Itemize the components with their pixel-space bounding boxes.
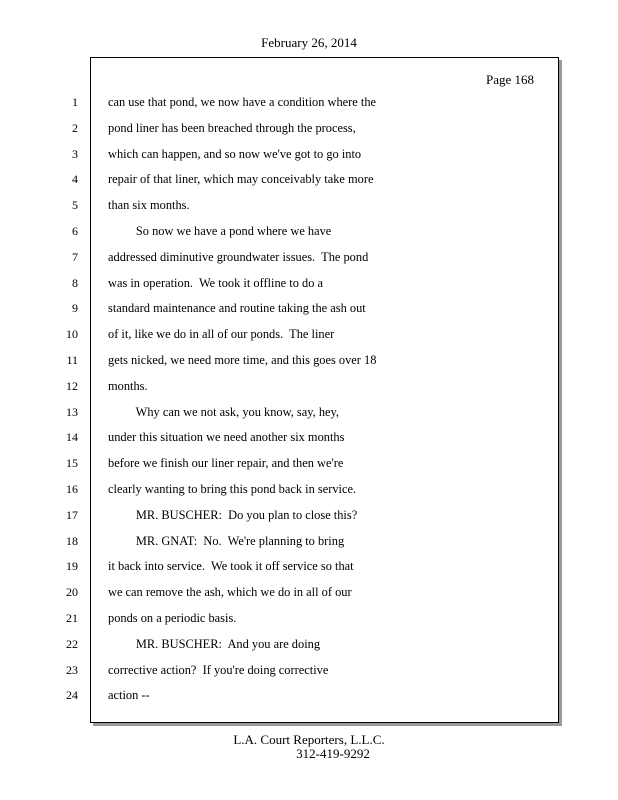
line-number: 21 (66, 610, 78, 625)
line-number: 6 (72, 223, 78, 238)
line-number: 22 (66, 636, 78, 651)
transcript-text (108, 94, 548, 713)
footer (0, 733, 618, 761)
transcript-line: under this situation we need another six months (108, 430, 345, 445)
transcript-line: gets nicked, we need more time, and this goes over 18 (108, 352, 377, 367)
page-number: Page 168 (486, 72, 535, 87)
line-number: 5 (72, 198, 78, 213)
line-number: 10 (66, 327, 78, 342)
line-number: 20 (66, 585, 78, 600)
transcript-line: it back into service. We took it off service so that (108, 559, 354, 574)
transcript-line: than six months. (108, 198, 190, 213)
transcript-line: ponds on a periodic basis. (108, 610, 237, 625)
transcript-line: pond liner has been breached through the process, (108, 120, 356, 135)
line-number: 23 (66, 662, 78, 677)
transcript-line: action -- (108, 688, 150, 703)
line-number: 8 (72, 275, 78, 290)
line-number: 11 (66, 352, 78, 367)
line-number: 3 (72, 146, 78, 161)
transcript-line: So now we have a pond where we have (108, 223, 332, 238)
line-number: 13 (66, 404, 78, 419)
reporter-phone: 312-419-9292 (296, 746, 370, 761)
transcript-line: addressed diminutive groundwater issues. The pond (108, 249, 369, 264)
line-number: 17 (66, 507, 78, 522)
line-number: 24 (66, 688, 78, 703)
line-number: 19 (66, 559, 78, 574)
transcript-line: was in operation. We took it offline to do a (108, 275, 323, 290)
line-number: 12 (66, 378, 78, 393)
transcript-line: corrective action? If you're doing corrective (108, 662, 329, 677)
transcript-line: Why can we not ask, you know, say, hey, (108, 404, 340, 419)
line-number: 9 (72, 301, 78, 316)
transcript-line: MR. BUSCHER: And you are doing (108, 636, 321, 651)
transcript-line: MR. GNAT: No. We're planning to bring (108, 533, 345, 548)
line-number: 7 (72, 249, 78, 264)
line-number: 2 (72, 120, 78, 135)
line-number: 4 (72, 172, 78, 187)
transcript-line: months. (108, 378, 148, 393)
transcript-line: we can remove the ash, which we do in all of our (108, 585, 352, 600)
line-number: 14 (66, 430, 78, 445)
line-number: 18 (66, 533, 78, 548)
transcript-line: clearly wanting to bring this pond back in service. (108, 481, 357, 496)
transcript-line: repair of that liner, which may conceivably take more (108, 172, 374, 187)
line-number: 15 (66, 456, 78, 471)
transcript-line: can use that pond, we now have a condition where the (108, 95, 377, 109)
line-number-column (50, 94, 90, 713)
reporter-company: L.A. Court Reporters, L.L.C. (233, 732, 385, 747)
transcript-line: which can happen, and so now we've got to go into (108, 146, 362, 161)
transcript-line: of it, like we do in all of our ponds. The liner (108, 327, 335, 342)
transcript-line: before we finish our liner repair, and then we're (108, 456, 344, 471)
transcript-line: standard maintenance and routine taking the ash out (108, 301, 366, 316)
line-number: 1 (72, 95, 78, 109)
transcript-date: February 26, 2014 (261, 35, 357, 50)
transcript-line: MR. BUSCHER: Do you plan to close this? (108, 507, 358, 522)
line-number: 16 (66, 481, 78, 496)
